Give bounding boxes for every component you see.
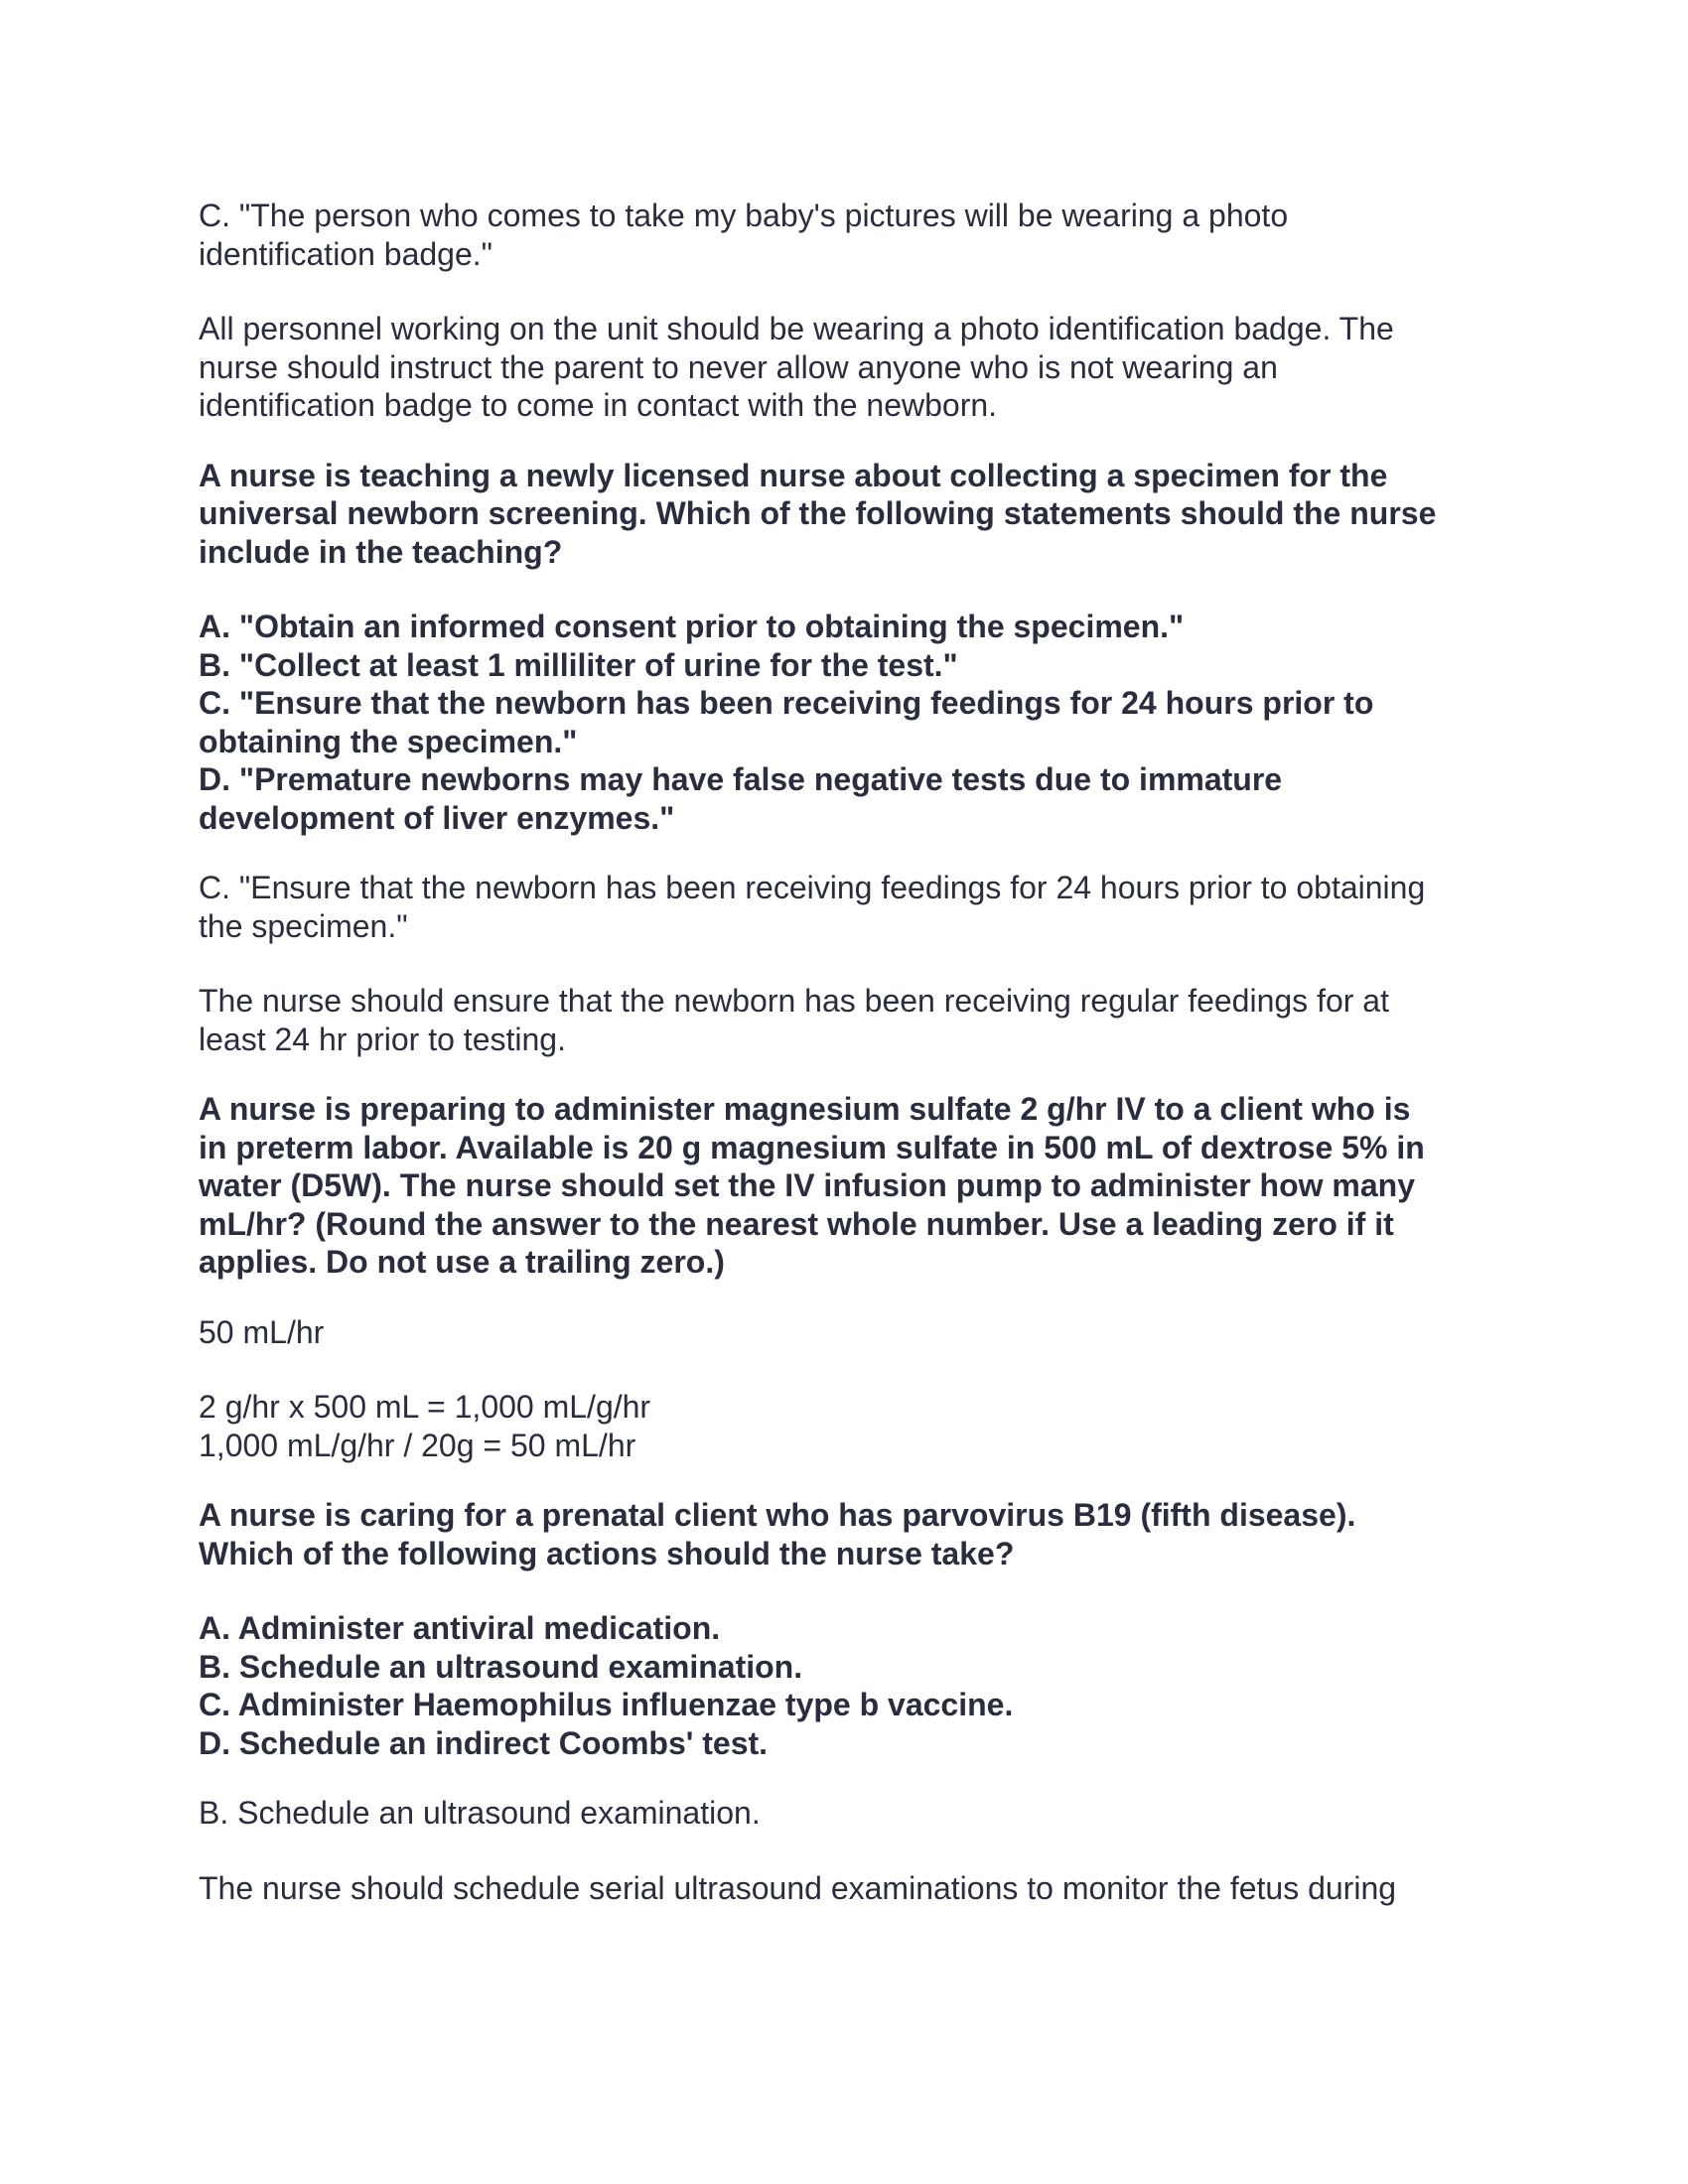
option-line: A. Administer antiviral medication. xyxy=(199,1610,721,1646)
question-block xyxy=(199,457,1499,572)
answer-block xyxy=(199,869,1499,945)
options-block xyxy=(199,608,1499,837)
option-line: C. Administer Haemophilus influenzae type b vaccine. xyxy=(199,1687,1014,1722)
text-line: in preterm labor. Available is 20 g magnesium sulfate in 500 mL of dextrose 5% in xyxy=(199,1129,1425,1165)
answer-block xyxy=(199,197,1499,273)
text-line: A nurse is teaching a newly licensed nurse about collecting a specimen for the xyxy=(199,457,1388,493)
text-line: identification badge to come in contact with the newborn. xyxy=(199,387,998,423)
text-line: The nurse should ensure that the newborn has been receiving regular feedings for at xyxy=(199,983,1389,1019)
text-line: 2 g/hr x 500 mL = 1,000 mL/g/hr xyxy=(199,1389,651,1425)
document-page xyxy=(199,197,1499,1907)
text-line: applies. Do not use a trailing zero.) xyxy=(199,1244,725,1280)
option-line: C. "Ensure that the newborn has been receiving feedings for 24 hours prior to xyxy=(199,685,1374,721)
question-block xyxy=(199,1090,1499,1282)
option-line: development of liver enzymes." xyxy=(199,799,675,836)
text-line: All personnel working on the unit should be wearing a photo identification badge. The xyxy=(199,311,1394,346)
text-line: include in the teaching? xyxy=(199,533,563,570)
text-line: A nurse is caring for a prenatal client who has parvovirus B19 (fifth disease). xyxy=(199,1497,1356,1533)
rationale-block xyxy=(199,982,1499,1058)
option-line: B. Schedule an ultrasound examination. xyxy=(199,1648,803,1685)
text-line: nurse should instruct the parent to never allow anyone who is not wearing an xyxy=(199,348,1278,385)
option-line: obtaining the specimen." xyxy=(199,723,578,759)
option-line: B. "Collect at least 1 milliliter of urine for the test." xyxy=(199,646,958,683)
text-line: least 24 hr prior to testing. xyxy=(199,1021,566,1057)
rationale-block xyxy=(199,310,1499,425)
text-line: The nurse should schedule serial ultrasound examinations to monitor the fetus during xyxy=(199,1869,1397,1906)
text-line: C. "The person who comes to take my baby's pictures will be wearing a photo xyxy=(199,198,1289,233)
text-line: B. Schedule an ultrasound examination. xyxy=(199,1795,761,1831)
answer-block xyxy=(199,1794,1499,1833)
text-line: 50 mL/hr xyxy=(199,1313,325,1350)
text-line: water (D5W). The nurse should set the IV infusion pump to administer how many xyxy=(199,1167,1415,1203)
text-line: 1,000 mL/g/hr / 20g = 50 mL/hr xyxy=(199,1427,636,1463)
option-line: A. "Obtain an informed consent prior to obtaining the specimen." xyxy=(199,609,1185,644)
options-block xyxy=(199,1609,1499,1762)
text-line: C. "Ensure that the newborn has been receiving feedings for 24 hours prior to obtaining xyxy=(199,870,1426,905)
question-block xyxy=(199,1496,1499,1572)
rationale-block xyxy=(199,1869,1499,1908)
option-line: D. "Premature newborns may have false negative tests due to immature xyxy=(199,761,1283,797)
text-line: Which of the following actions should the nurse take? xyxy=(199,1535,1015,1571)
text-line: universal newborn screening. Which of the following statements should the nurse xyxy=(199,495,1437,531)
text-line: A nurse is preparing to administer magnesium sulfate 2 g/hr IV to a client who is xyxy=(199,1091,1411,1127)
text-line: mL/hr? (Round the answer to the nearest whole number. Use a leading zero if it xyxy=(199,1205,1394,1242)
text-line: the specimen." xyxy=(199,907,408,944)
rationale-block xyxy=(199,1388,1499,1464)
option-line: D. Schedule an indirect Coombs' test. xyxy=(199,1724,769,1761)
text-line: identification badge." xyxy=(199,235,493,272)
answer-block xyxy=(199,1313,1499,1352)
